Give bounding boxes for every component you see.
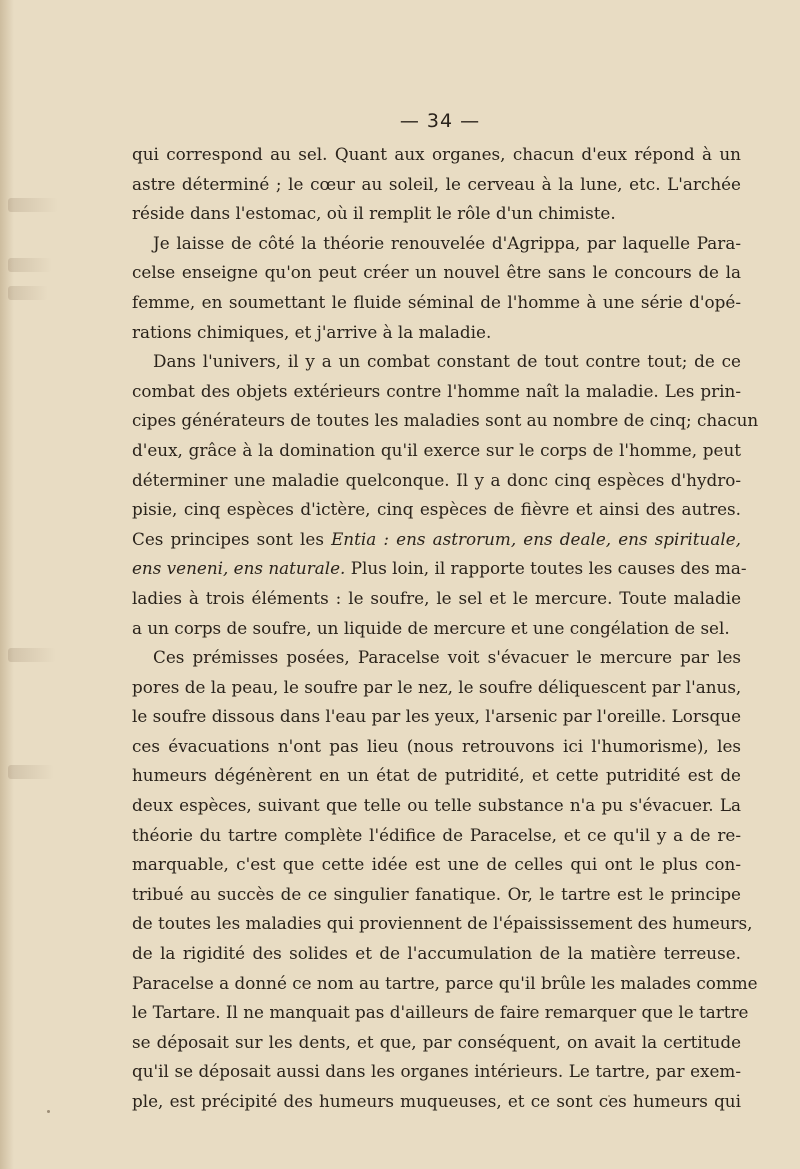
text-line: qu'il se déposait aussi dans les organes intérieurs. Le tartre, par exem- — [132, 1061, 741, 1082]
text-line: ple, est précipité des humeurs muqueuses, et ce sont ces humeurs qui — [132, 1091, 741, 1111]
italic-run: ens veneni, ens naturale. — [132, 558, 346, 579]
text-line: tribué au succès de ce singulier fanatique. Or, le tartre est le principe — [132, 883, 741, 904]
text-line: qui correspond au sel. Quant aux organes, chacun d'eux répond à un — [132, 144, 741, 164]
text-line: marquable, c'est que cette idée est une de celles qui ont le plus con- — [132, 854, 741, 875]
text-line: combat des objets extérieurs contre l'homme naît la maladie. Les prin- — [132, 380, 741, 401]
page-number: — 34 — — [399, 110, 481, 132]
bleed-through-mark — [8, 258, 52, 272]
text-line — [132, 554, 747, 584]
text-line: Je laisse de côté la théorie renouvelée d'Agrippa, par laquelle Para- — [153, 232, 741, 253]
text-line: a un corps de soufre, un liquide de mercure et une congélation de sel. — [132, 617, 730, 638]
page-edge-shadow — [0, 0, 14, 1169]
text-line: pores de la peau, le soufre par le nez, le soufre déliquescent par l'anus, — [132, 676, 742, 697]
text-line: deux espèces, suivant que telle ou telle substance n'a pu s'évacuer. La — [132, 795, 741, 816]
bleed-through-mark — [8, 286, 48, 300]
text-line: de toutes les maladies qui proviennent de l'épaississement des humeurs, — [132, 913, 753, 934]
text-run: Ces principes sont les — [132, 528, 332, 549]
text-line: celse enseigne qu'on peut créer un nouvel être sans le concours de la — [132, 262, 741, 283]
text-line: déterminer une maladie quelconque. Il y a donc cinq espèces d'hydro- — [132, 469, 741, 490]
paper-speck — [47, 1110, 50, 1113]
text-line: de la rigidité des solides et de l'accumulation de la matière terreuse. — [132, 943, 741, 964]
bleed-through-mark — [8, 648, 56, 662]
bleed-through-mark — [8, 765, 54, 779]
bleed-through-mark — [8, 198, 58, 212]
italic-run: Entia : ens astrorum, ens deale, ens spirituale, — [331, 528, 741, 549]
text-line: Ces prémisses posées, Paracelse voit s'évacuer le mercure par les — [153, 647, 741, 668]
text-line: femme, en soumettant le fluide séminal de l'homme à une série d'opé- — [132, 291, 741, 312]
text-line: le soufre dissous dans l'eau par les yeux, l'arsenic par l'oreille. Lorsque — [132, 706, 741, 727]
text-line: ces évacuations n'ont pas lieu (nous retrouvons ici l'humorisme), les — [132, 735, 741, 756]
text-line: se déposait sur les dents, et que, par conséquent, on avait la certitude — [132, 1031, 741, 1052]
text-line — [132, 525, 741, 555]
text-line: réside dans l'estomac, où il remplit le rôle d'un chimiste. — [132, 203, 616, 224]
body-text — [132, 140, 759, 1117]
text-line: cipes générateurs de toutes les maladies sont au nombre de cinq; chacun — [132, 410, 759, 431]
text-line: rations chimiques, et j'arrive à la maladie. — [132, 321, 492, 342]
text-line: Paracelse a donné ce nom au tartre, parce qu'il brûle les malades comme — [132, 972, 758, 993]
text-line: Dans l'univers, il y a un combat constant de tout contre tout; de ce — [153, 351, 741, 372]
text-line: théorie du tartre complète l'édifice de Paracelse, et ce qu'il y a de re- — [132, 824, 741, 845]
text-line: d'eux, grâce à la domination qu'il exerce sur le corps de l'homme, peut — [132, 439, 741, 460]
text-line: ladies à trois éléments : le soufre, le sel et le mercure. Toute maladie — [132, 587, 741, 608]
text-line: humeurs dégénèrent en un état de putridité, et cette putridité est de — [132, 765, 741, 786]
text-run: Plus loin, il rapporte toutes les causes des ma- — [345, 558, 747, 579]
text-line: le Tartare. Il ne manquait pas d'ailleurs de faire remarquer que le tartre — [132, 1002, 749, 1023]
text-line: pisie, cinq espèces d'ictère, cinq espèces de fièvre et ainsi des autres. — [132, 499, 741, 520]
text-line: astre déterminé ; le cœur au soleil, le cerveau à la lune, etc. L'archée — [132, 173, 741, 194]
